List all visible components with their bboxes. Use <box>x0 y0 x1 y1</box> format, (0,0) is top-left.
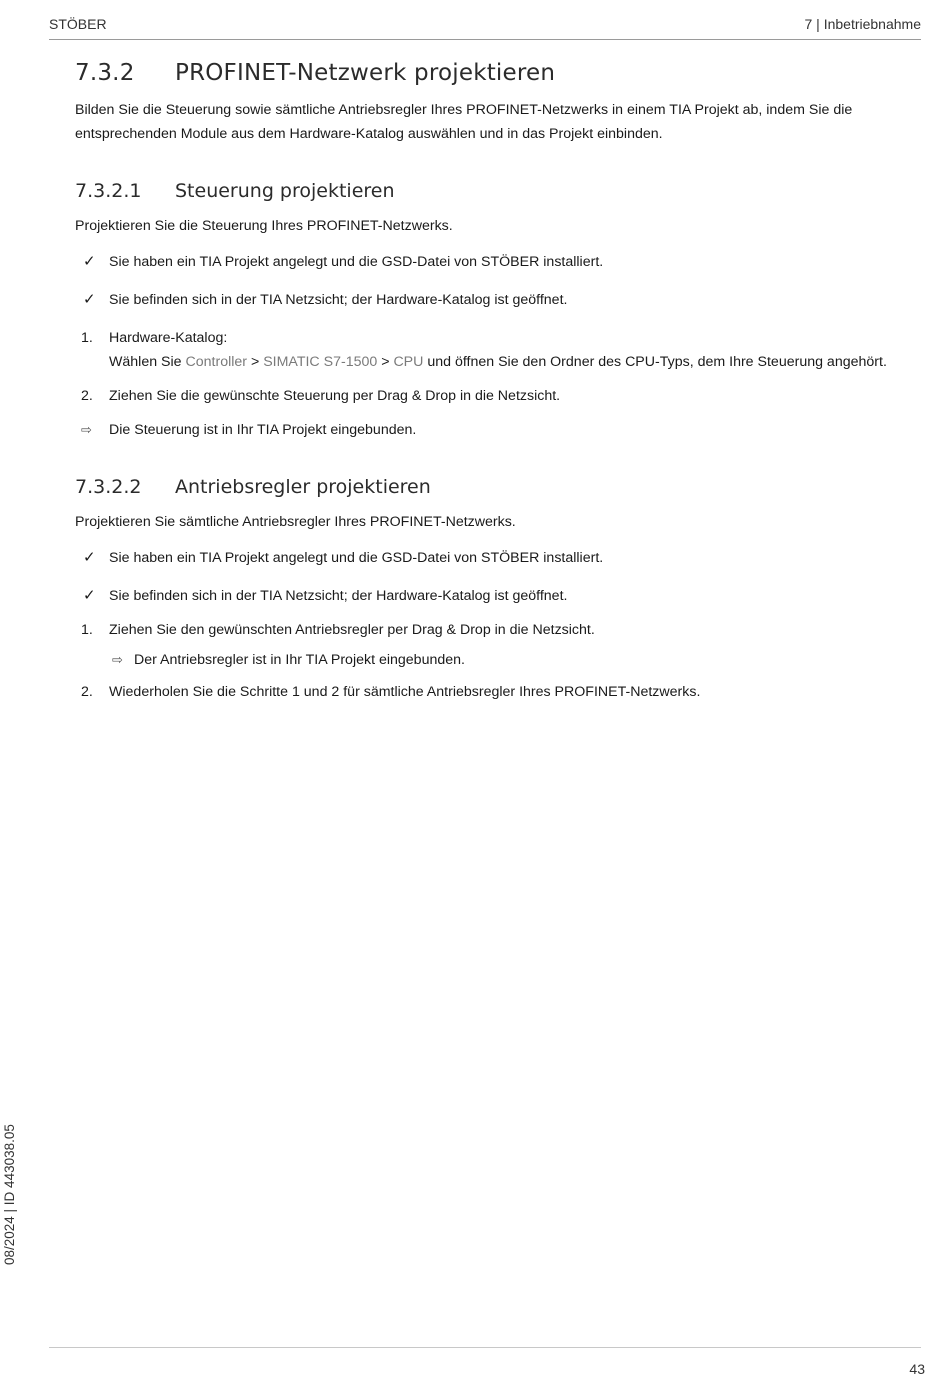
section-number: 7.3.2.1 <box>75 180 142 202</box>
text-segment: und öffnen Sie den Ordner des CPU-Typs, dem Ihre Steuerung angehört. <box>423 354 887 370</box>
section-number: 7.3.2 <box>75 60 135 86</box>
section-title: Antriebsregler projektieren <box>175 476 431 498</box>
path-separator: > <box>377 354 394 370</box>
page-header <box>49 14 921 40</box>
step-number: 1. <box>81 330 93 346</box>
section-title: PROFINET-Netzwerk projektieren <box>175 60 556 86</box>
requirement-text: Sie haben ein TIA Projekt angelegt und die GSD-Datei von STÖBER installiert. <box>109 254 604 270</box>
section-intro: Bilden Sie die Steuerung sowie sämtliche Antriebsregler Ihres PROFINET-Netzwerks in einem TIA Projekt ab, indem Sie die entsprechenden Module aus dem Hardware-Katalog auswählen und in das Projekt einbinden. <box>75 102 853 142</box>
result-text: Die Steuerung ist in Ihr TIA Projekt eingebunden. <box>109 422 417 438</box>
check-icon: ✓ <box>83 253 96 270</box>
section-heading-7-3-2 <box>75 60 895 86</box>
result-arrow-icon: ⇨ <box>81 422 92 437</box>
step-text <box>109 326 887 374</box>
step-number: 2. <box>81 684 93 700</box>
requirement-item <box>75 546 895 570</box>
step-number: 1. <box>81 622 93 638</box>
step-item <box>75 680 895 704</box>
result-text: Der Antriebsregler ist in Ihr TIA Projekt eingebunden. <box>134 652 465 668</box>
section-number: 7.3.2.2 <box>75 476 142 498</box>
check-icon: ✓ <box>83 291 96 308</box>
link-simatic-s7-1500[interactable]: SIMATIC S7-1500 <box>263 354 378 370</box>
document-body <box>75 60 895 704</box>
text-segment: Wählen Sie <box>109 354 186 370</box>
result-item <box>75 418 895 442</box>
document-id-vertical: 08/2024 | ID 443038.05 <box>2 1124 17 1265</box>
check-icon: ✓ <box>83 587 96 604</box>
header-brand: STÖBER <box>49 16 107 32</box>
step-text: Ziehen Sie den gewünschten Antriebsregler per Drag & Drop in die Netzsicht. <box>109 622 595 638</box>
section-intro: Projektieren Sie sämtliche Antriebsregler Ihres PROFINET-Netzwerks. <box>75 514 516 530</box>
result-arrow-icon: ⇨ <box>112 652 123 667</box>
link-controller[interactable]: Controller <box>185 354 248 370</box>
step-item <box>75 326 895 374</box>
header-section: 7 | Inbetriebnahme <box>804 16 921 32</box>
footer-divider <box>49 1347 921 1348</box>
link-cpu[interactable]: CPU <box>393 354 424 370</box>
requirement-item <box>75 250 895 274</box>
step-line: Hardware-Katalog: <box>109 330 228 346</box>
requirement-item <box>75 288 895 312</box>
step-text: Wiederholen Sie die Schritte 1 und 2 für sämtliche Antriebsregler Ihres PROFINET-Netzwerks. <box>109 684 701 700</box>
step-item <box>75 618 895 642</box>
section-intro: Projektieren Sie die Steuerung Ihres PROFINET-Netzwerks. <box>75 218 453 234</box>
requirement-text: Sie befinden sich in der TIA Netzsicht; der Hardware-Katalog ist geöffnet. <box>109 588 568 604</box>
check-icon: ✓ <box>83 549 96 566</box>
section-title: Steuerung projektieren <box>175 180 395 202</box>
step-item <box>75 384 895 408</box>
step-line <box>109 350 887 374</box>
section-heading-7-3-2-1 <box>75 180 895 202</box>
requirement-text: Sie haben ein TIA Projekt angelegt und die GSD-Datei von STÖBER installiert. <box>109 550 604 566</box>
page-number: 43 <box>909 1361 925 1377</box>
step-text: Ziehen Sie die gewünschte Steuerung per Drag & Drop in die Netzsicht. <box>109 388 561 404</box>
requirement-text: Sie befinden sich in der TIA Netzsicht; der Hardware-Katalog ist geöffnet. <box>109 292 568 308</box>
section-heading-7-3-2-2 <box>75 476 895 498</box>
path-separator: > <box>247 354 264 370</box>
requirement-item <box>75 584 895 608</box>
step-number: 2. <box>81 388 93 404</box>
result-item <box>109 648 895 672</box>
